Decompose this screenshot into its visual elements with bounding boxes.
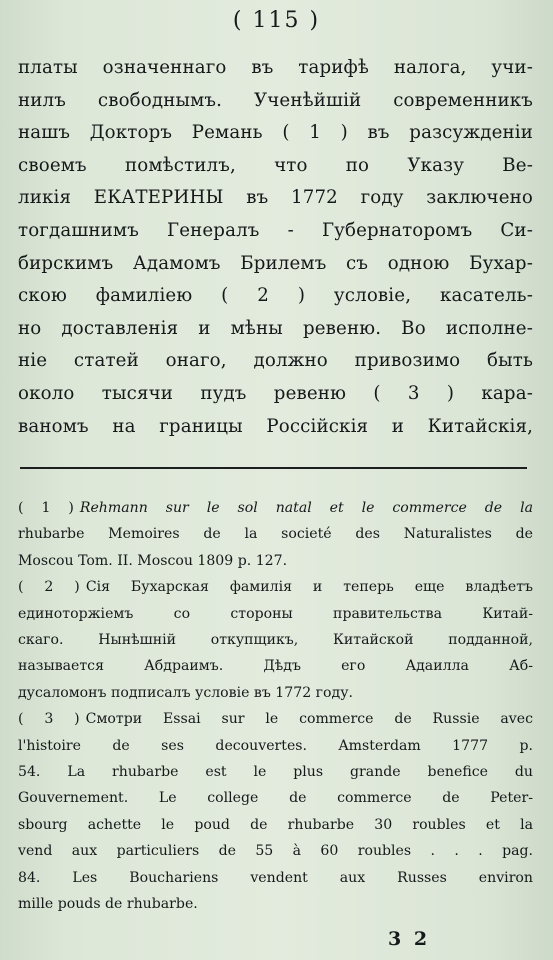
footnote-line: единоторжіемъ со стороны правительства Китай-: [18, 605, 533, 622]
main-text: [18, 52, 533, 443]
footnote-line: mille pouds de rhubarbe.: [18, 896, 198, 913]
footnote-line: vend aux particuliers de 55 à 60 roubles . . . pag.: [18, 843, 533, 860]
footnote-mark: ( 3 ): [18, 711, 80, 728]
footnote-line: называется Абдраимъ. Дѣдъ его Адаилла Аб-: [18, 658, 533, 675]
text-line: ніе статей онаго, должно привозимо быть: [18, 350, 533, 372]
text-line: платы означеннаго въ тарифѣ налога, учи-: [18, 57, 533, 78]
text-line: ликія ЕКАТЕРИНЫ въ 1772 году заключено: [18, 187, 533, 209]
footnote-line: rhubarbe Memoires de la societé des Naturalistes de: [18, 526, 533, 543]
text-line: нашъ Докторъ Ремань ( 1 ) въ разсужденіи: [18, 122, 533, 144]
footnote-line: [18, 495, 533, 521]
footnote-line: l'histoire de ses decouvertes. Amsterdam 1777 p.: [18, 737, 533, 754]
footnote-line: скаго. Нынѣшній откупщикъ, Китайской подданной,: [18, 632, 533, 649]
footnote-line: [18, 706, 533, 732]
footnote-text: Rehmann sur le sol natal et le commerce de la: [79, 500, 533, 516]
text-line: нилъ свободнымъ. Ученѣйшій современникъ: [18, 89, 533, 111]
text-line: около тысячи пудъ ревеню ( 3 ) кара-: [18, 382, 533, 404]
footnote-mark: ( 2 ): [18, 579, 80, 596]
footnote-line: sbourg achette le poud de rhubarbe 30 roubles et la: [18, 816, 533, 833]
footnote-line: Moscou Tom. II. Moscou 1809 p. 127.: [18, 552, 288, 569]
footnote-text: Сія Бухарская фамилія и теперь еще владѣетъ: [85, 579, 533, 596]
text-line: своемъ помѣстилъ, что по Указу Ве-: [18, 154, 533, 176]
footnote-text: Смотри Essai sur le commerce de Russie avec: [85, 711, 533, 728]
footnote-mark: ( 1 ): [18, 500, 74, 516]
page-number: ( 115 ): [232, 8, 321, 33]
footnote-line: дусаломонъ подписалъ условіе въ 1772 году.: [18, 684, 353, 701]
text-line: бирскимъ Адамомъ Брилемъ съ одною Бухар-: [18, 252, 533, 274]
text-line: ваномъ на границы Россійскія и Китайскія,: [18, 415, 533, 437]
footnotes: [18, 495, 533, 918]
footnote-line: 54. La rhubarbe est le plus grande benefice du: [18, 764, 533, 781]
footnote-3: [18, 706, 533, 917]
text-line: скою фамиліею ( 2 ) условіе, касатель-: [18, 285, 533, 307]
footnote-line: 84. Les Bouchariens vendent aux Russes environ: [18, 869, 533, 886]
footnote-line: [18, 574, 533, 600]
footnote-line: Gouvernement. Le college de commerce de Peter-: [18, 790, 533, 807]
text-line: но доставленія и мѣны ревеню. Во исполне-: [18, 317, 533, 339]
footnote-2: [18, 574, 533, 706]
signature-mark: 3 2: [388, 928, 431, 950]
footnote-divider: [20, 467, 527, 469]
footnote-1: [18, 495, 533, 574]
text-line: тогдашнимъ Генералъ - Губернаторомъ Си-: [18, 219, 533, 241]
